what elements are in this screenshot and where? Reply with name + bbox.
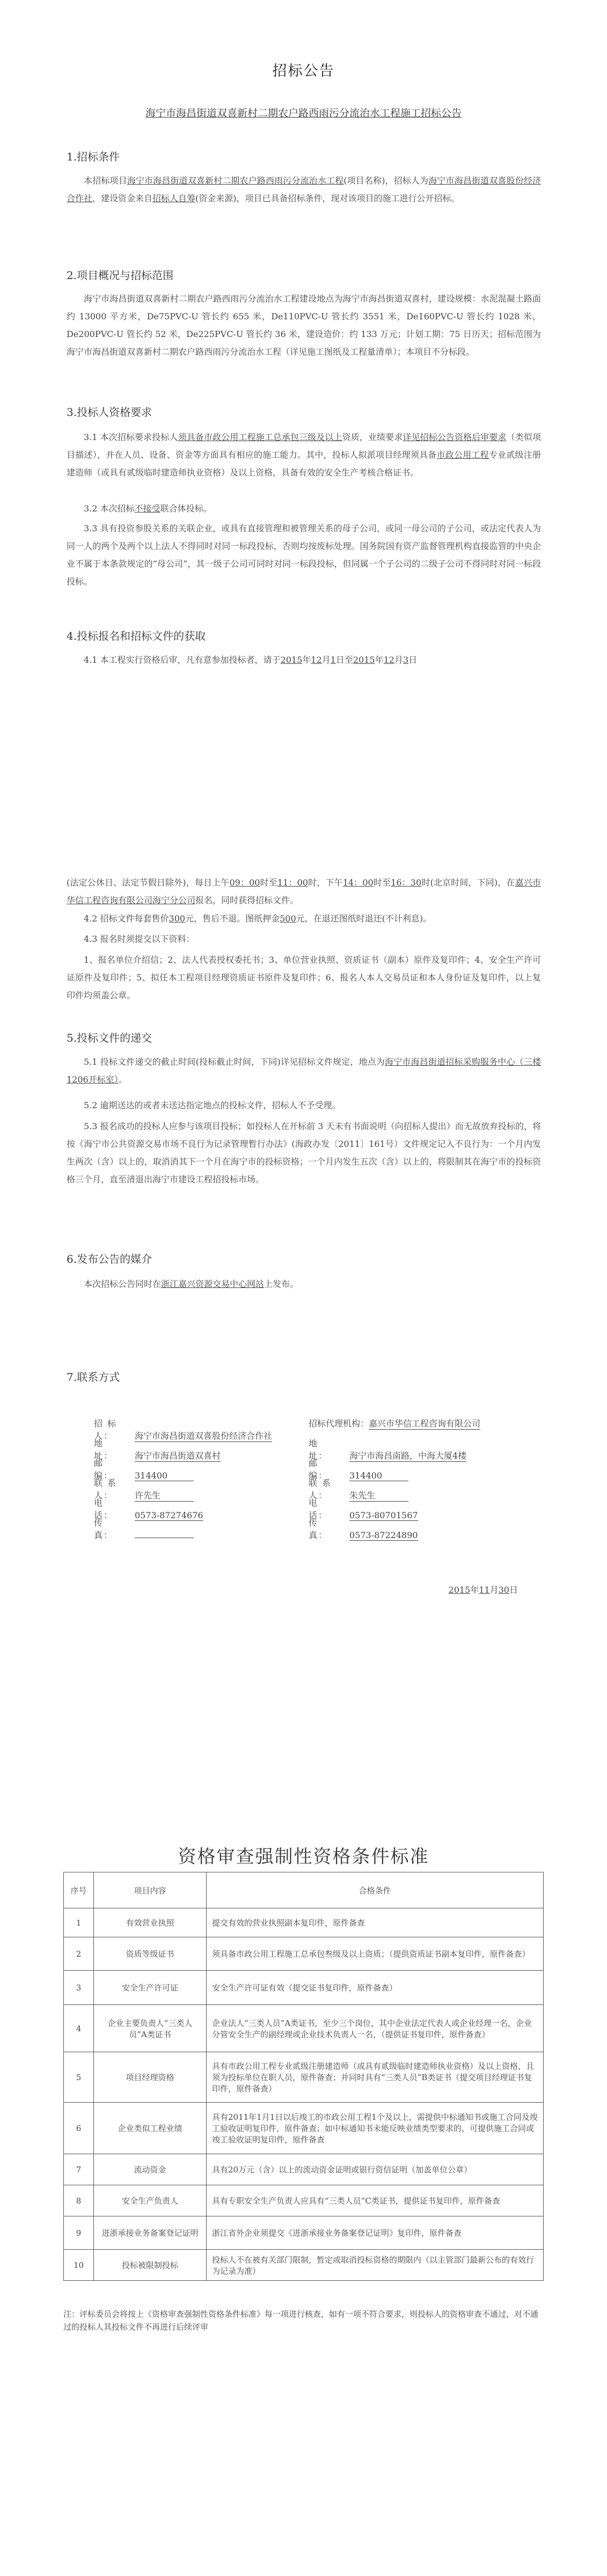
time-pm-start: 14：00	[342, 877, 374, 888]
end-month: 12	[383, 655, 394, 665]
contact-label: 邮 编：	[94, 1458, 123, 1481]
row-no: 5	[64, 2052, 94, 2103]
contact-value: 314400	[135, 1470, 194, 1481]
time-pm-end: 16：30	[391, 877, 422, 888]
text-run: 。	[118, 1074, 127, 1085]
section-3-3-text: 3.3 具有投资参股关系的关联企业，或具有直接管理和被管理关系的母子公司，或同一母公司的子公司，或法定代表人为同一人的两个及两个以上法人不得同时对同一标段投标，否则均按废标处理。国务院国有资产监督管理机构直接监管的中央企业不属于本条款规定的“母公司”，其一级子公司可同时对同一标段投标，但同属一个子公司的二级子公司不得同时对同一标段投标。	[67, 523, 541, 587]
table-row	[64, 1971, 544, 2005]
text-run: 4.1 本工程实行资格后审，凡有意参加投标者，请于	[84, 655, 281, 665]
qualification-table	[63, 1872, 544, 2281]
text-run: 报名，同时获得招标文件。	[195, 895, 299, 905]
date-day: 30	[498, 1585, 509, 1595]
text-run: 至	[344, 655, 353, 665]
text-run: 联合体投标。	[160, 503, 212, 514]
text-run: 5.1 投标文件递交的截止时间(投标截止时间，下同)详见招标文件规定，地点为	[84, 1057, 385, 1067]
text-run: 元，在退还图纸时退还(不计利息)。	[296, 913, 432, 924]
section-heading-1: 1.招标条件	[67, 150, 120, 163]
row-condition: 须具备市政公用工程施工总承包叁级及以上资质；（提供资质证书副本复印件，原件备查）	[207, 1937, 544, 1971]
section-5-1-text	[67, 1053, 541, 1088]
text-run: (资金来源)，项目已具备招标条件，现对该项目的施工进行公开招标。	[195, 193, 460, 203]
section-heading-5: 5.投标文件的递交	[67, 1031, 152, 1044]
publish-date	[449, 1583, 518, 1596]
section-heading-4: 4.投标报名和招标文件的获取	[67, 630, 206, 642]
row-condition: 具有市政公用工程专业贰级注册建造师（或具有贰级临时建造师执业资格）及以上资格，且须为投标单位在职人员，原件备查；并同时具有“三类人员”B类证书（提交项目经理证书复印件，原件备查）	[207, 2052, 544, 2103]
table-row	[64, 2216, 544, 2250]
section-heading-3: 3.投标人资格要求	[67, 406, 152, 419]
row-item: 安全生产负责人	[94, 2185, 207, 2216]
end-year: 2015	[353, 655, 375, 665]
date-year: 2015	[448, 1585, 471, 1595]
publish-website: 浙江嘉兴资源交易中心网站	[161, 1279, 265, 1289]
engineer-specialty: 市政公用工程	[436, 450, 489, 460]
page-subtitle	[0, 105, 607, 120]
section-4-1-cont	[67, 874, 541, 909]
contact-value: 海宁市海昌街道双喜股份经济合作社	[135, 1429, 272, 1442]
section-heading-6: 6.发布公告的媒介	[67, 1253, 152, 1265]
table-title: 资格审查强制性资格条件标准	[178, 1846, 429, 1868]
text-run: 专业贰级注册建造师（或具有贰级临时建造师执业资格）及以上资格，具备有效的安全生产考核合格证书。	[67, 450, 541, 478]
row-no: 7	[64, 2154, 94, 2185]
contact-label: 地 址：	[309, 1438, 338, 1461]
row-condition: 提交有效的营业执照副本复印件，原件备查	[207, 1908, 544, 1937]
text-run: 时至	[260, 877, 277, 888]
section-4-2-text	[67, 910, 541, 927]
row-item: 投标被限制投标	[94, 2250, 207, 2281]
text-run: (法定公休日、法定节假日除外)，每日上午	[67, 877, 230, 888]
contact-label: 传 真：	[94, 1518, 123, 1540]
fund-source: 招标人自筹	[152, 193, 196, 203]
row-item: 项目经理资格	[94, 2052, 207, 2103]
contact-value: 海宁市海昌南路，中海大厦4楼	[349, 1449, 466, 1462]
header-condition: 合格条件	[207, 1872, 544, 1908]
text-run: 3.1 本次招标要求投标人	[84, 432, 178, 442]
row-condition: 浙江省外企业须提交《进浙承接业务备案登记证明》复印件，原件备查	[207, 2216, 544, 2250]
contact-label: 招 标 人：	[94, 1418, 118, 1441]
contact-row	[94, 1457, 550, 1481]
text-run: 本招标项目	[84, 175, 127, 186]
text-run: 时至	[373, 877, 391, 888]
consortium-flag: 不接受	[134, 503, 160, 514]
row-condition: 企业法人“三类人员”A类证书，至少三个岗位，其中企业法定代表人或企业经理一名，企业分管安全生产的副经理或企业技术负责人一名，（提供证书复印件，原件备查）	[207, 2005, 544, 2052]
row-item: 安全生产许可证	[94, 1971, 207, 2005]
row-item: 进浙承接业务备案登记证明	[94, 2216, 207, 2250]
section-2-text: 海宁市海昌街道双喜新村二期农户路西雨污分流治水工程建设地点为海宁市海昌街道双喜村，建设规模：水泥混凝土路面约 13000 平方米，De75PVC-U 管长约 655 米，De110PVC-U 管长约 3551 米，De160PVC-U 管长约 1028 米，De200PVC-U 管长约 52 米，De225PVC-U 管长约 36 米，建设造价：约 133 万元；计划工期：75 日历天；招标范围为海宁市海昌街道双喜新村二期农户路西雨污分流治水工程（详见施工图纸及工程量清单）；本项目不分标段。	[67, 294, 541, 357]
section-heading-2: 2.项目概况与招标范围	[67, 269, 174, 282]
start-day: 1	[330, 655, 336, 665]
row-condition: 具有20万元（含）以上的流动资金证明或银行资信证明（加盖单位公章）	[207, 2154, 544, 2185]
tenderer-name: 海宁市海昌街道双喜股份经济合作社	[67, 175, 541, 203]
contact-label: 联 系 人：	[94, 1478, 118, 1501]
section-4-1-text: 4.1 本工程实行资格后审，凡有意参加投标者，请于2015年12月1日至2015年12月3日	[84, 655, 418, 665]
text-run: 4.2 招标文件每套售价	[84, 913, 169, 924]
section-3-2-text	[67, 500, 541, 517]
qualification-req: 须具备市政公用工程施工总承包三级及以上	[178, 432, 342, 442]
row-item: 资质等级证书	[94, 1937, 207, 1971]
contact-value: 嘉兴市华信工程咨询有限公司	[369, 1417, 480, 1430]
text-run: 时，下午	[308, 877, 343, 888]
table-header-row	[64, 1872, 544, 1908]
row-condition: 投标人不在被有关部门限制，暂定或取消投标资格的期限内（以主管部门最新公布的有效行为记录为准）	[207, 2250, 544, 2281]
contact-label: 邮 编：	[309, 1458, 338, 1481]
contact-row	[94, 1496, 550, 1520]
section-4-3-text: 4.3 报名时须提交以下资料：	[84, 934, 195, 944]
start-year: 2015	[280, 655, 303, 665]
row-no: 1	[64, 1908, 94, 1937]
row-item: 有效营业执照	[94, 1908, 207, 1937]
text-run: 本次招标公告同时在	[84, 1279, 162, 1289]
time-am-end: 11：00	[277, 877, 308, 888]
row-item: 流动资金	[94, 2154, 207, 2185]
contact-row	[94, 1437, 550, 1461]
table-note: 注：评标委员会将按上《资格审查强制性资格条件标准》每一项进行核查，如有一项不符合要求，则投标人的资格审查不通过，对不通过的投标人其投标文件不再进行后续评审	[63, 2309, 539, 2332]
row-condition: 具有2011年1月1日以后竣工的市政公用工程1个及以上，需提供中标通知书或施工合同及竣工验收证明复印件，原件备查；如中标通知书未能反映业绩类型要求的，可提供施工合同或竣工验收证明复印件，原件备查	[207, 2103, 544, 2154]
registration-place: 嘉兴市华信工程咨询有限公司海宁分公司	[67, 877, 541, 905]
section-6-text	[67, 1275, 541, 1293]
table-row	[64, 1908, 544, 1937]
section-5-3-text: 5.3 报名成功的投标人应参与该项目投标；如投标人在开标前 3 天未有书面说明（向招标人提出）而无故放弃投标的，将按《海宁市公共资源交易市场不良行为记录管理暂行办法》(海政办发〔2011〕161号）文件规定记入不良行为：一个月内发生两次（含）以上的，取消消其下一个月在海宁市的投标资格；一个月内发生五次（含）以上的，将限制其在海宁市的投标资格三个月，直至清退出海宁市建设工程招投标市场。	[67, 1121, 541, 1184]
text-run: ，建设资金来自	[92, 193, 153, 203]
contact-label: 电 话：	[309, 1498, 338, 1520]
text-run: 3.2 本次招标	[84, 503, 135, 514]
contact-label: 招标代理机构：	[309, 1418, 369, 1429]
row-no: 10	[64, 2250, 94, 2281]
performance-req: 详见招标公告资格后审要求	[403, 432, 507, 442]
row-no: 4	[64, 2005, 94, 2052]
row-item: 企业主要负责人“三类人员”A类证书	[94, 2005, 207, 2052]
table-row	[64, 2052, 544, 2103]
row-no: 2	[64, 1937, 94, 1971]
contact-row	[94, 1417, 550, 1441]
table-row	[64, 2185, 544, 2216]
start-month: 12	[311, 655, 322, 665]
time-am-start: 09：00	[229, 877, 260, 888]
table-row	[64, 2103, 544, 2154]
row-condition: 具有专职安全生产负责人应具有“三类人员”C类证书，提供证书复印件，原件备查	[207, 2185, 544, 2216]
section-1-text	[67, 172, 541, 207]
contact-label: 传 真：	[309, 1518, 338, 1540]
section-3-1-text	[67, 428, 541, 481]
contact-label: 联 系 人：	[309, 1478, 332, 1501]
contact-value: 0573-87274676	[135, 1510, 203, 1520]
table-row	[64, 2250, 544, 2281]
text-run: （类似项目描述），并在人员、设备、资金等方面具有相应的施工能力。其中，投标人拟派项目经理须具备	[67, 432, 541, 460]
end-day: 3	[403, 655, 409, 665]
text-run: 上发布。	[264, 1279, 299, 1289]
contact-block	[94, 1417, 550, 1540]
subtitle-text: 海宁市海昌街道双喜新村二期农户路西雨污分流治水工程施工招标公告	[145, 107, 462, 119]
header-item: 项目内容	[94, 1872, 207, 1908]
contact-label: 电 话：	[94, 1498, 123, 1520]
row-no: 8	[64, 2185, 94, 2216]
text-run: 时(北京时间，下同)，在	[421, 877, 515, 888]
contact-value: 许先生	[135, 1489, 194, 1502]
contact-value: 海宁市海昌街道双喜村	[135, 1449, 221, 1462]
document-price: 300	[169, 913, 186, 924]
date-unit: 月	[489, 1585, 499, 1595]
contact-value: 朱先生	[349, 1489, 408, 1502]
table-row	[64, 1937, 544, 1971]
page-title: 招标公告	[272, 63, 335, 79]
row-item: 企业类似工程业绩	[94, 2103, 207, 2154]
row-no: 9	[64, 2216, 94, 2250]
section-heading-7: 7.联系方式	[67, 1371, 120, 1384]
text-run: (项目名称)，招标人为	[343, 175, 429, 186]
date-month: 11	[479, 1585, 490, 1595]
drawing-deposit: 500	[280, 913, 296, 924]
date-unit: 日	[509, 1585, 518, 1595]
text-run: 资质，业绩要求	[342, 432, 403, 442]
submission-place: 海宁市海昌街道招标采购服务中心（三楼1206开标室）	[67, 1057, 541, 1085]
section-5-2-text: 5.2 逾期送达的或者未送达指定地点的投标文件，招标人不予受理。	[84, 1100, 341, 1110]
section-4-3-list: 1、报名单位介绍信；2、法人代表授权委托书；3、单位营业执照、资质证书（副本）原件及复印件；4、安全生产许可证原件及复印件；5、拟任本工程项目经理资质证书原件及复印件；6、报名人本人交易员证和本人身份证及复印件，以上复印件均须盖公章。	[67, 955, 541, 1000]
row-no: 6	[64, 2103, 94, 2154]
contact-label: 地 址：	[94, 1438, 123, 1461]
project-name: 海宁市海昌街道双喜新村二期农户路西雨污分流治水工程	[127, 175, 344, 186]
contact-row	[94, 1516, 550, 1540]
contact-row	[94, 1476, 550, 1501]
text-run: 元，售后不退。图纸押金	[185, 913, 280, 924]
table-row	[64, 2154, 544, 2185]
row-condition: 安全生产许可证有效（提交证书复印件，原件备查）	[207, 1971, 544, 2005]
header-no: 序号	[64, 1872, 94, 1908]
contact-value: 314400	[349, 1470, 408, 1481]
contact-value: 0573-80701567	[349, 1510, 418, 1520]
date-unit: 年	[470, 1585, 479, 1595]
row-no: 3	[64, 1971, 94, 2005]
table-row	[64, 2005, 544, 2052]
contact-value: 0573-87224890	[349, 1530, 418, 1540]
